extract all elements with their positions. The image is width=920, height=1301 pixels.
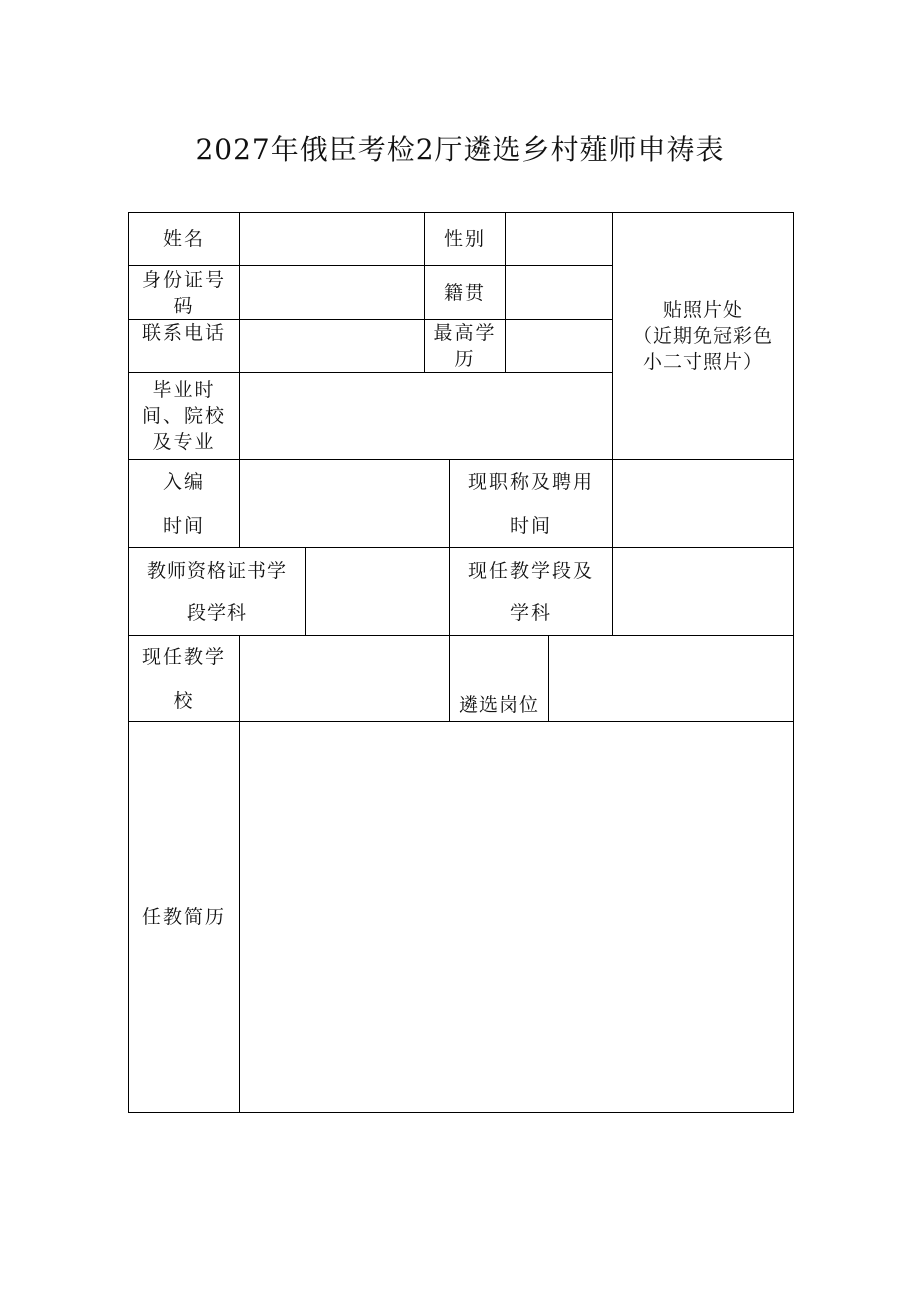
table-border-bottom (128, 1112, 794, 1113)
phone-label-text: 联系电话 (141, 322, 226, 344)
enroll-label-line: 入编 (162, 470, 205, 493)
school-label-line: 校 (173, 689, 195, 712)
enroll-label-line: 时间 (162, 514, 205, 537)
cert-subject-label (129, 548, 305, 635)
position-label-text: 遴选岗位 (458, 694, 539, 716)
stage-subject-input[interactable] (613, 548, 793, 635)
school-input[interactable] (240, 636, 449, 721)
cert-subject-input[interactable] (306, 548, 449, 635)
id-number-label (129, 266, 239, 319)
native-place-label-text: 籍贯 (443, 281, 486, 304)
cert-label-line: 段学科 (186, 601, 247, 624)
graduation-label (129, 373, 239, 459)
enroll-time-label (129, 460, 239, 547)
id-label-line: 码 (173, 294, 195, 317)
graduation-label-line: 毕业时 (152, 379, 216, 401)
position-input[interactable] (549, 636, 793, 721)
name-input[interactable] (240, 213, 424, 265)
phone-input[interactable] (240, 320, 424, 372)
title-label-line: 时间 (509, 514, 552, 537)
cert-label-line: 教师资格证书学 (146, 559, 287, 582)
education-input[interactable] (506, 320, 612, 372)
gender-label (425, 213, 505, 265)
enroll-time-input[interactable] (240, 460, 449, 547)
title-time-label (450, 460, 612, 547)
title-time-input[interactable] (613, 460, 793, 547)
resume-label (129, 722, 239, 1112)
phone-label (129, 320, 239, 346)
form-title: 2027年俄臣考检2厅遴选乡村薤师申祷表 (195, 133, 725, 166)
title-label-line: 现职称及聘用 (467, 470, 594, 493)
stage-label-line: 现任教学段及 (467, 559, 594, 582)
stage-subject-label (450, 548, 612, 635)
photo-placeholder[interactable] (613, 213, 793, 459)
native-place-label (425, 266, 505, 319)
photo-label-line: （近期免冠彩色 (632, 325, 773, 347)
name-label-text: 姓名 (162, 228, 205, 250)
photo-label-line: 小二寸照片） (642, 351, 763, 373)
school-label-line: 现任教学 (141, 645, 226, 668)
education-label-line: 最高学 (433, 322, 497, 344)
id-label-line: 身份证号 (141, 268, 226, 291)
stage-label-line: 学科 (509, 601, 552, 624)
resume-textarea[interactable] (240, 722, 793, 1112)
gender-input[interactable] (506, 213, 612, 265)
graduation-label-line: 及专业 (152, 431, 216, 453)
graduation-input[interactable] (240, 373, 612, 459)
education-label-line: 历 (454, 348, 476, 370)
graduation-label-line: 间、院校 (141, 405, 226, 427)
resume-label-text: 任教简历 (141, 906, 226, 928)
table-border-right (793, 212, 794, 1113)
native-place-input[interactable] (506, 266, 612, 319)
position-label (450, 690, 548, 720)
id-number-input[interactable] (240, 266, 424, 319)
gender-label-text: 性别 (443, 228, 486, 250)
school-label (129, 636, 239, 721)
name-label (129, 213, 239, 265)
education-label (425, 320, 505, 372)
photo-label-line: 贴照片处 (662, 299, 743, 321)
